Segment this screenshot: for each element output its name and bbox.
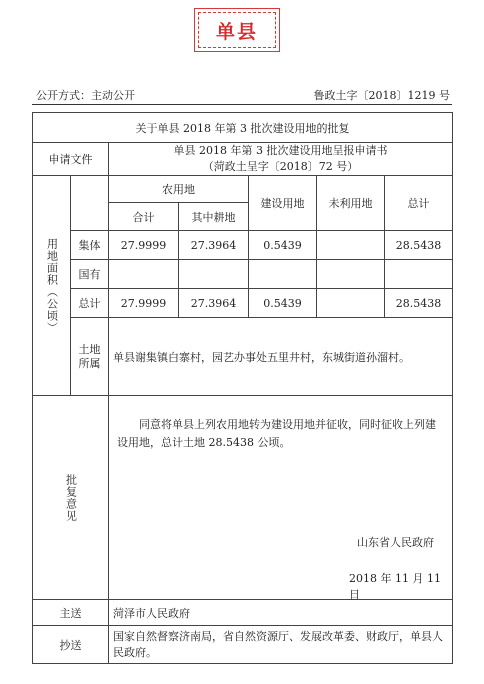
cc-row <box>33 626 453 664</box>
row-label: 总计 <box>71 289 109 318</box>
county-stamp <box>194 8 280 52</box>
approval-row <box>33 396 453 600</box>
arable-cell: 27.3964 <box>179 231 249 260</box>
unused-cell <box>317 260 385 289</box>
construction-cell: 0.5439 <box>249 231 317 260</box>
land-location-label <box>71 318 109 396</box>
unused-cell <box>317 289 385 318</box>
construction-land-header: 建设用地 <box>249 176 317 231</box>
construction-cell <box>249 260 317 289</box>
area-header-row-1 <box>33 176 453 203</box>
approval-opinion <box>109 396 453 600</box>
stamp-inner-border <box>198 12 276 48</box>
subtotal-cell <box>109 260 179 289</box>
subtotal-cell: 27.9999 <box>109 289 179 318</box>
table-row <box>33 289 453 318</box>
document-title: 关于单县 2018 年第 3 批次建设用地的批复 <box>33 113 453 143</box>
area-label: 用地面积（公顷） <box>33 176 71 396</box>
application-line-2: （菏政土呈字〔2018〕72 号） <box>202 160 359 173</box>
approval-organization: 山东省人民政府 <box>357 536 434 549</box>
construction-cell: 0.5439 <box>249 289 317 318</box>
subtotal-cell: 27.9999 <box>109 231 179 260</box>
agri-land-header: 农用地 <box>109 176 249 203</box>
table-row <box>33 260 453 289</box>
stamp-text: 单县 <box>215 20 258 43</box>
main-send-row <box>33 600 453 626</box>
arable-cell <box>179 260 249 289</box>
approval-label: 批复意见 <box>33 396 109 600</box>
row-label: 集体 <box>71 231 109 260</box>
cc: 国家自然督察济南局，省自然资源厅、发展改革委、财政厅，单县人民政府。 <box>109 626 453 664</box>
land-location-label-line: 所属 <box>78 356 101 370</box>
total-cell: 28.5438 <box>385 289 453 318</box>
application-file <box>109 143 453 176</box>
land-location: 单县谢集镇白寨村，园艺办事处五里井村，东城街道孙溜村。 <box>109 318 453 396</box>
document-number: 鲁政土字〔2018〕1219 号 <box>313 89 450 102</box>
unused-land-header: 未利用地 <box>317 176 385 231</box>
main-send-label: 主送 <box>33 600 109 626</box>
row-label: 国有 <box>71 260 109 289</box>
land-location-row <box>33 318 453 396</box>
arable-header: 其中耕地 <box>179 203 249 231</box>
approval-table <box>32 112 453 664</box>
total-header: 总计 <box>385 176 453 231</box>
application-line-1: 单县 2018 年第 3 批次建设用地呈报申请书 <box>173 144 388 157</box>
total-cell: 28.5438 <box>385 231 453 260</box>
approval-date: 2018 年 11 月 11 日 <box>349 572 441 601</box>
subtotal-header: 合计 <box>109 203 179 231</box>
row-label-header-blank <box>71 176 109 231</box>
header-divider <box>32 104 452 105</box>
approval-text: 同意将单县上列农用地转为建设用地并征收，同时征收上列建设用地，总计土地 28.5438 公顷。 <box>117 418 436 449</box>
disclosure-mode: 公开方式：主动公开 <box>36 89 135 102</box>
cc-label: 抄送 <box>33 626 109 664</box>
application-row <box>33 143 453 176</box>
title-row <box>33 113 453 143</box>
unused-cell <box>317 231 385 260</box>
total-cell <box>385 260 453 289</box>
arable-cell: 27.3964 <box>179 289 249 318</box>
main-send: 菏泽市人民政府 <box>109 600 453 626</box>
land-location-label-line: 土地 <box>78 342 101 356</box>
application-label: 申请文件 <box>33 143 109 176</box>
table-row <box>33 231 453 260</box>
